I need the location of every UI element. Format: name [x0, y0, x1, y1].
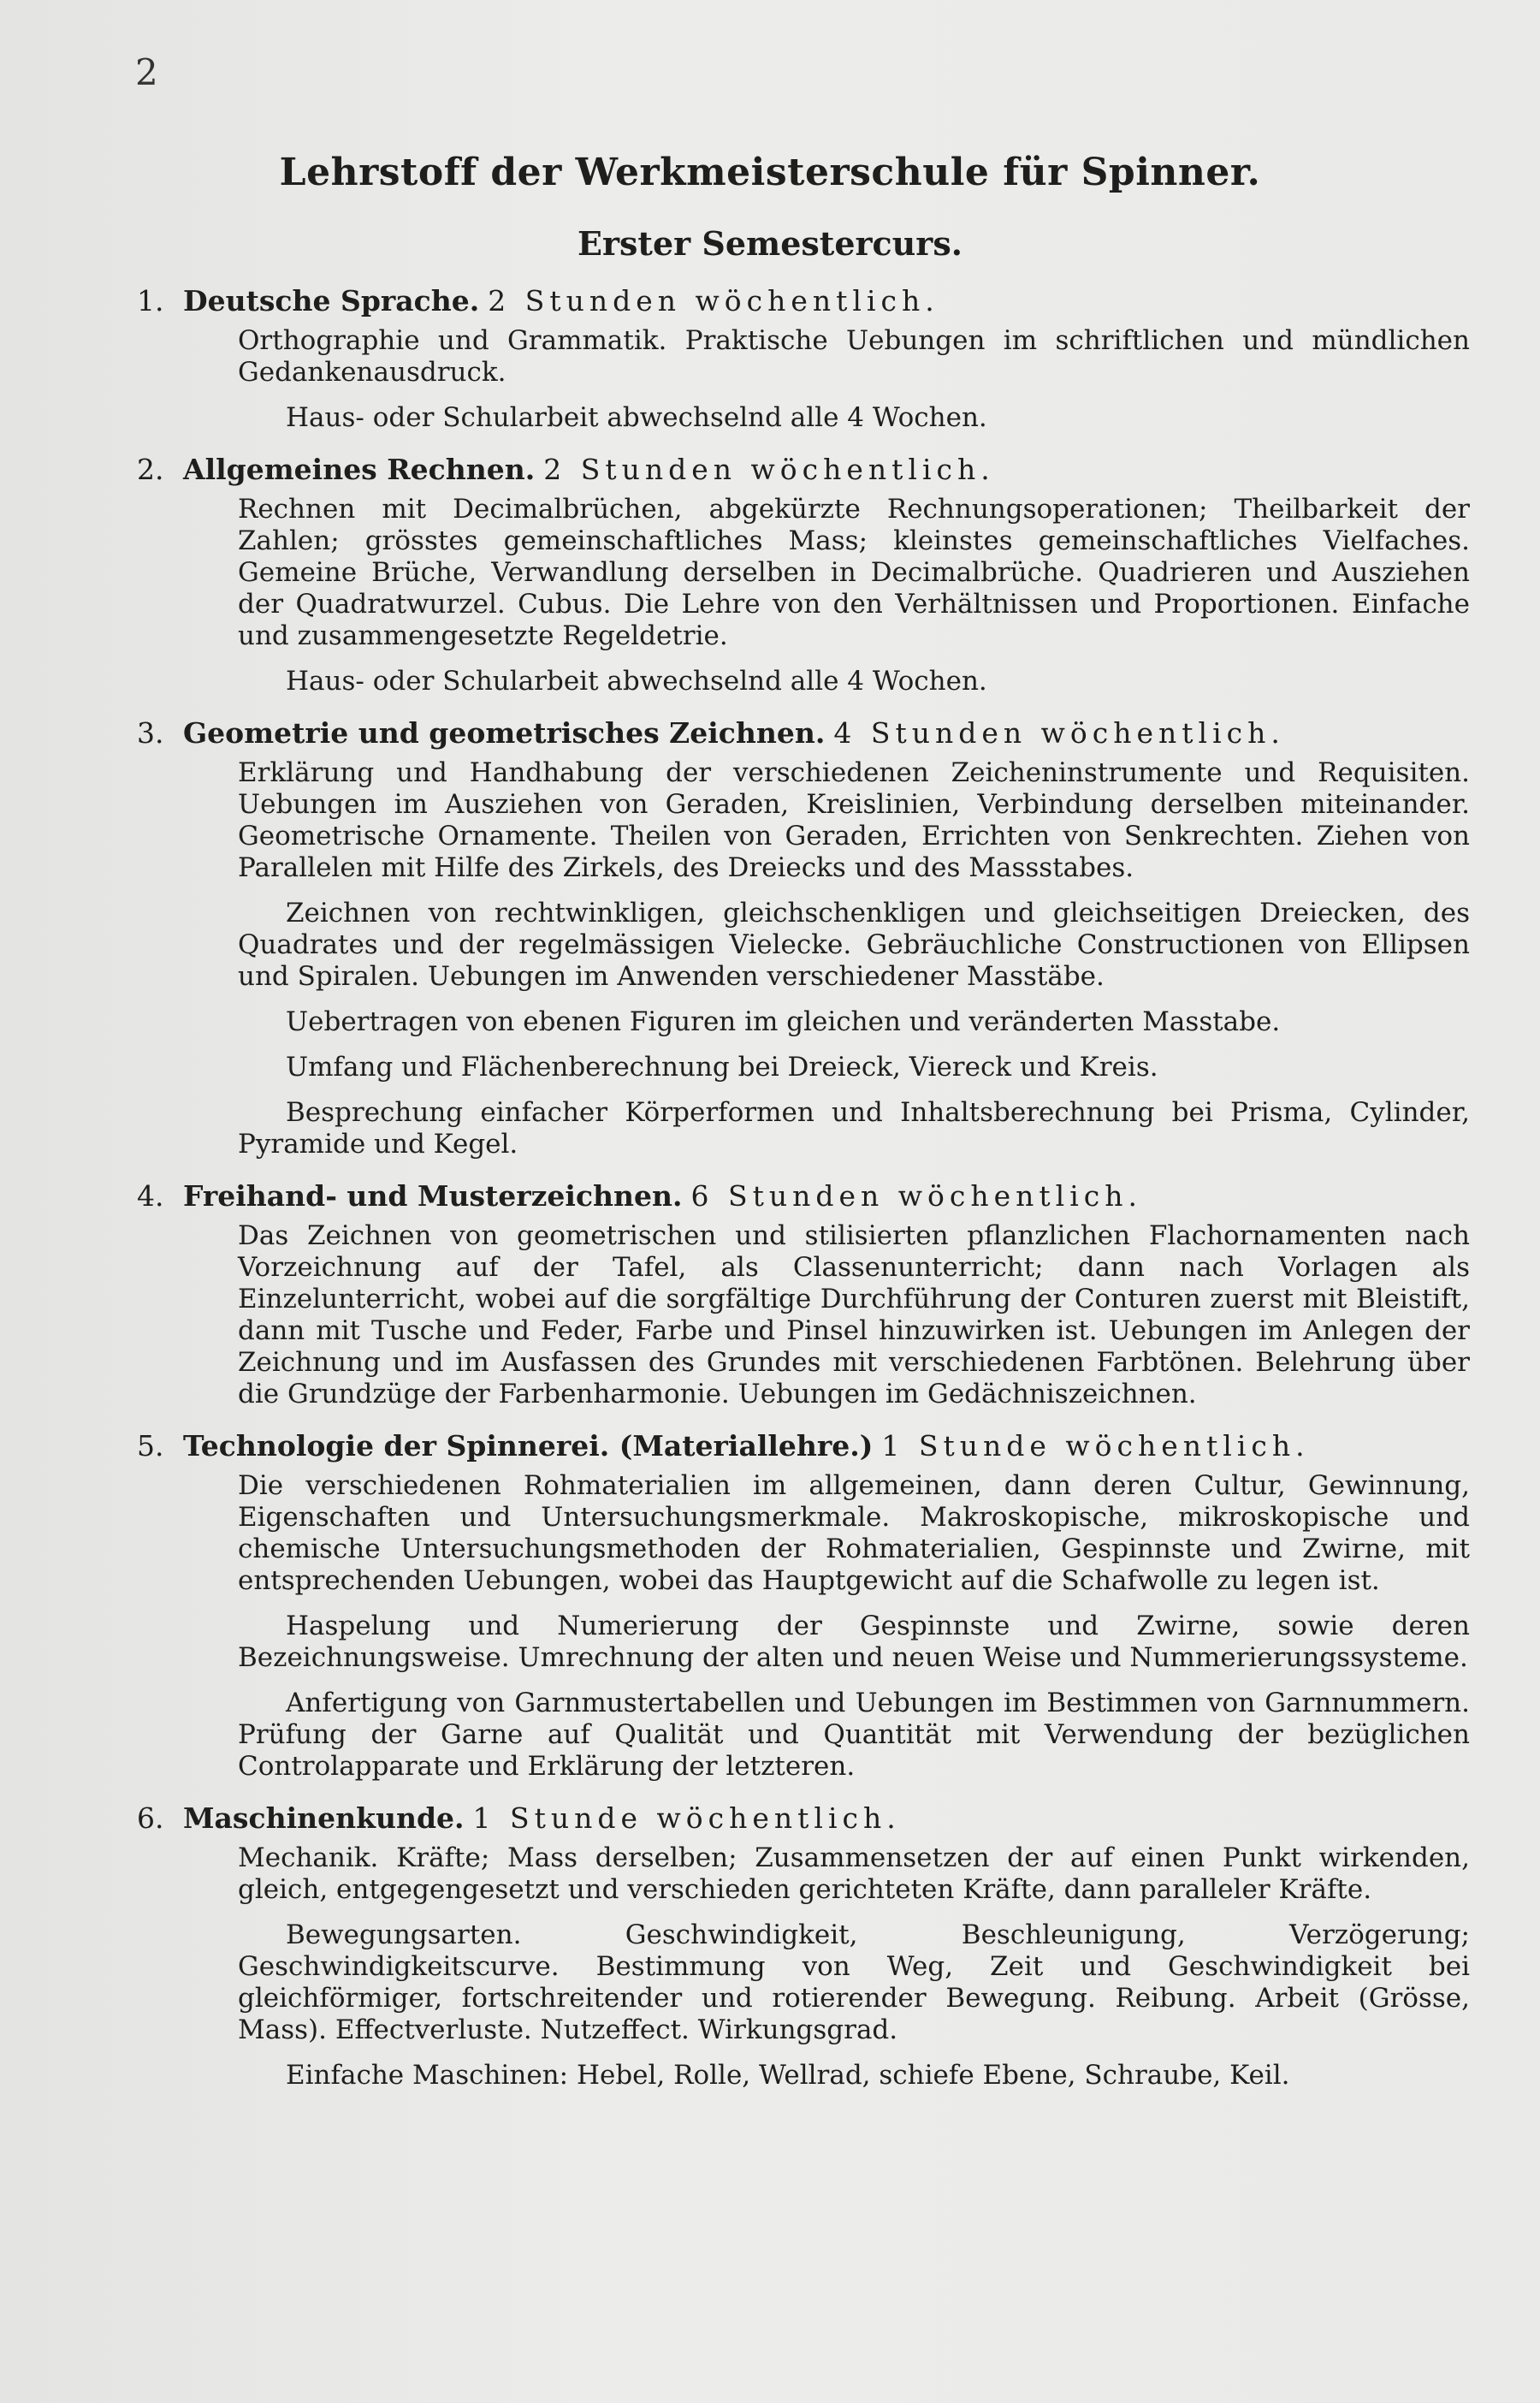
paragraph: Mechanik. Kräfte; Mass derselben; Zusammensetzen der auf einen Punkt wirkenden, gleich, entgegengesetzt und verschieden gerichteten Kräfte, dann paralleler Kräfte.: [238, 1842, 1470, 1905]
section-technologie: [137, 1427, 1472, 1783]
section-title: Deutsche Sprache.: [183, 284, 480, 317]
paragraph: Haus- oder Schularbeit abwechselnd alle 4 Wochen.: [286, 666, 987, 697]
page-subtitle: Erster Semestercurs.: [578, 224, 962, 263]
paragraph: Besprechung einfacher Körperformen und Inhaltsberechnung bei Prisma, Cylinder, Pyramide und Kegel.: [238, 1097, 1470, 1160]
paragraph: Orthographie und Grammatik. Praktische Uebungen im schriftlichen und mündlichen Gedankenausdruck.: [238, 325, 1470, 388]
section-hours: 4 Stunden wöchentlich.: [833, 716, 1285, 750]
section-hours: 1 Stunde wöchentlich.: [881, 1429, 1310, 1463]
page-title: Lehrstoff der Werkmeisterschule für Spinner.: [279, 151, 1261, 194]
section-title: Maschinenkunde.: [183, 1801, 465, 1835]
section-deutsche-sprache: [137, 282, 1472, 434]
section-number: 2.: [137, 453, 164, 486]
section-heading: [137, 1178, 1472, 1215]
section-title: Geometrie und geometrisches Zeichnen.: [183, 716, 826, 750]
section-geometrie: [137, 715, 1472, 1160]
section-allgemeines-rechnen: [137, 451, 1472, 697]
paragraph: Die verschiedenen Rohmaterialien im allgemeinen, dann deren Cultur, Gewinnung, Eigenschaften und Untersuchungsmerkmale. Makroskopische, mikroskopische und chemische Untersuchungsmethoden der Rohmaterialien, Gespinnste und Zwirne, mit entsprechenden Uebungen, wobei das Hauptgewicht auf die Schafwolle zu legen ist.: [238, 1470, 1470, 1596]
section-number: 6.: [137, 1801, 164, 1835]
section-hours: 1 Stunde wöchentlich.: [472, 1801, 901, 1835]
section-hours: 2 Stunden wöchentlich.: [543, 453, 995, 486]
section-number: 3.: [137, 716, 164, 750]
paragraph: Erklärung und Handhabung der verschiedenen Zeicheninstrumente und Requisiten. Uebungen im Ausziehen von Geraden, Kreislinien, Verbindung derselben miteinander. Geometrische Ornamente. Theilen von Geraden, Errichten von Senkrechten. Ziehen von Parallelen mit Hilfe des Zirkels, des Dreiecks und des Massstabes.: [238, 757, 1470, 883]
page-number: 2: [135, 51, 158, 93]
paragraph: Haspelung und Numerierung der Gespinnste und Zwirne, sowie deren Bezeichnungsweise. Umrechnung der alten und neuen Weise und Nummerierungssysteme.: [238, 1611, 1470, 1673]
section-heading: [137, 451, 1472, 489]
section-maschinenkunde: [137, 1800, 1472, 2092]
section-hours: 6 Stunden wöchentlich.: [690, 1179, 1142, 1213]
section-number: 1.: [137, 284, 164, 317]
paragraph: Umfang und Flächenberechnung bei Dreieck, Viereck und Kreis.: [286, 1052, 1158, 1083]
section-number: 4.: [137, 1179, 164, 1213]
paragraph: Das Zeichnen von geometrischen und stilisierten pflanzlichen Flachornamenten nach Vorzeichnung auf der Tafel, als Classenunterricht; dann nach Vorlagen als Einzelunterricht, wobei auf die sorgfältige Durchführung der Conturen zuerst mit Bleistift, dann mit Tusche und Feder, Farbe und Pinsel hinzuwirken ist. Uebungen im Anlegen der Zeichnung und im Ausfassen des Grundes mit verschiedenen Farbtönen. Belehrung über die Grundzüge der Farbenharmonie. Uebungen im Gedächniszeichnen.: [238, 1220, 1470, 1409]
paragraph: Uebertragen von ebenen Figuren im gleichen und veränderten Masstabe.: [286, 1006, 1281, 1037]
paragraph: Zeichnen von rechtwinkligen, gleichschenkligen und gleichseitigen Dreiecken, des Quadrates und der regelmässigen Vielecke. Gebräuchliche Constructionen von Ellipsen und Spiralen. Uebungen im Anwenden verschiedener Masstäbe.: [238, 898, 1470, 992]
paragraph: Bewegungsarten. Geschwindigkeit, Beschleunigung, Verzögerung; Geschwindigkeitscurve. Bestimmung von Weg, Zeit und Geschwindigkeit bei gleichförmiger, fortschreitender und rotierender Bewegung. Reibung. Arbeit (Grösse, Mass). Effectverluste. Nutzeffect. Wirkungsgrad.: [238, 1919, 1470, 2045]
section-heading: [137, 1427, 1472, 1465]
section-freihand-zeichnen: [137, 1178, 1472, 1410]
paragraph: Haus- oder Schularbeit abwechselnd alle 4 Wochen.: [286, 402, 987, 433]
curriculum-content: [137, 282, 1472, 2109]
section-heading: [137, 1800, 1472, 1837]
section-heading: [137, 282, 1472, 320]
paragraph: Anfertigung von Garnmustertabellen und Uebungen im Bestimmen von Garnnummern. Prüfung der Garne auf Qualität und Quantität mit Verwendung der bezüglichen Controlapparate und Erklärung der letzteren.: [238, 1688, 1470, 1782]
section-title: Freihand- und Musterzeichnen.: [183, 1179, 683, 1213]
section-heading: [137, 715, 1472, 752]
section-title: Technologie der Spinnerei. (Materiallehre.): [183, 1429, 874, 1463]
section-hours: 2 Stunden wöchentlich.: [488, 284, 939, 317]
paragraph: Rechnen mit Decimalbrüchen, abgekürzte Rechnungsoperationen; Theilbarkeit der Zahlen; grösstes gemeinschaftliches Mass; kleinstes gemeinschaftliches Vielfaches. Gemeine Brüche, Verwandlung derselben in Decimalbrüche. Quadrieren und Ausziehen der Quadratwurzel. Cubus. Die Lehre von den Verhältnissen und Proportionen. Einfache und zusammengesetzte Regeldetrie.: [238, 494, 1470, 651]
paragraph: Einfache Maschinen: Hebel, Rolle, Wellrad, schiefe Ebene, Schraube, Keil.: [286, 2060, 1290, 2091]
section-number: 5.: [137, 1429, 164, 1463]
section-title: Allgemeines Rechnen.: [183, 453, 536, 486]
